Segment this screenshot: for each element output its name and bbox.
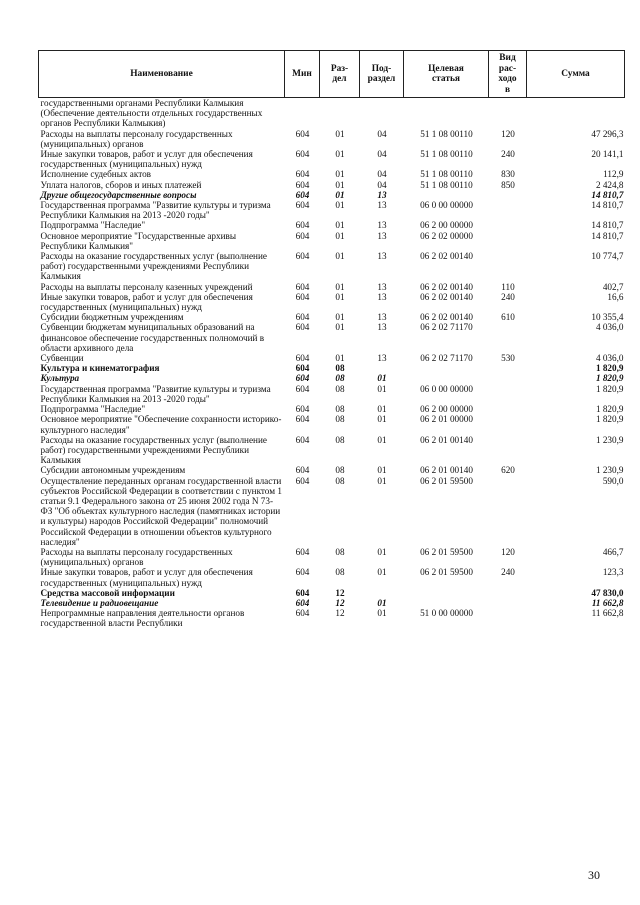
- table-row: [39, 149, 625, 169]
- row-name-cell: Культура и кинематография: [40, 363, 160, 374]
- row-podrazdel-cell: 01: [377, 373, 387, 384]
- row-podrazdel-cell: 01: [377, 404, 387, 415]
- row-razdel-cell: 08: [335, 414, 345, 425]
- row-podrazdel-cell: 01: [377, 567, 387, 578]
- row-celevaya-cell: 06 2 02 00000: [420, 230, 473, 241]
- row-summa-cell: 123,3: [602, 567, 624, 578]
- row-name-cell: Расходы на выплаты персоналу казенных учреждений: [40, 281, 253, 292]
- row-vid-cell: 620: [501, 465, 515, 476]
- row-name-cell: Субвенции бюджетам муниципальных образований на финансовое обеспечение государственных полномочий в области архивного дела: [40, 322, 265, 353]
- row-summa-cell: 11 662,8: [591, 597, 624, 608]
- row-vid-cell: 110: [501, 281, 515, 292]
- row-vid-cell: 830: [501, 169, 515, 180]
- row-summa-cell: 16,6: [607, 291, 624, 302]
- row-summa-cell: [527, 98, 625, 129]
- row-razdel-cell: 12: [335, 587, 345, 598]
- row-razdel-cell: 08: [335, 546, 345, 557]
- table-row: [39, 190, 625, 200]
- row-vid-cell: [489, 200, 527, 220]
- row-celevaya-cell: 51 1 08 00110: [420, 169, 473, 180]
- table-row: [39, 476, 625, 547]
- row-summa-cell: 2 424,8: [595, 179, 624, 190]
- row-name-cell: Осуществление переданных органам государственной власти субъектов Российской Федерации в соответствии с пунктом 1 статьи 9.1 Федерального закона от 25 июня 2002 года N 73-ФЗ "Об объектах культурного наследия (памятниках истории и культуры) народов Российской Федерации" полномочий Российской Федерации в отношении объектов культурного наследия": [40, 475, 282, 547]
- header-celevaya: Целевая статья: [404, 51, 489, 98]
- row-name-cell: Иные закупки товаров, работ и услуг для обеспечения государственных (муниципальных) нужд: [40, 567, 253, 588]
- row-name-cell: Государственная программа "Развитие культуры и туризма Республики Калмыкия на 2013 -2020 годы": [40, 383, 271, 404]
- row-razdel-cell: 01: [335, 230, 345, 241]
- row-podrazdel-cell: 13: [377, 230, 387, 241]
- row-name-cell: Подпрограмма "Наследие": [40, 220, 146, 231]
- row-celevaya-cell: 06 2 00 00000: [420, 404, 473, 415]
- row-name-cell: Культура: [40, 373, 80, 384]
- row-razdel-cell: 01: [335, 189, 345, 200]
- table-row: [39, 353, 625, 363]
- row-min-cell: 604: [295, 404, 310, 415]
- row-razdel-cell: 08: [335, 373, 345, 384]
- row-vid-cell: 240: [501, 291, 515, 302]
- row-razdel-cell: 08: [335, 567, 345, 578]
- row-podrazdel-cell: 01: [377, 414, 387, 425]
- row-podrazdel-cell: 04: [377, 169, 387, 180]
- row-razdel-cell: 01: [335, 312, 345, 323]
- row-summa-cell: 47 830,0: [591, 587, 624, 598]
- row-vid-cell: 530: [501, 353, 515, 364]
- table-row: [39, 598, 625, 608]
- table-header-row: [39, 51, 625, 98]
- row-name-cell: Расходы на выплаты персоналу государственных (муниципальных) органов: [40, 546, 233, 568]
- row-celevaya-cell: 06 2 01 59500: [420, 546, 473, 557]
- row-min-cell: 604: [295, 322, 310, 333]
- row-name-cell: Расходы на оказание государственных услуг (выполнение работ) государственными учреждениями Республики Калмыкия: [40, 434, 267, 466]
- row-vid-cell: 850: [501, 179, 515, 190]
- table-row: [39, 292, 625, 312]
- table-row: [39, 373, 625, 383]
- row-name-cell: Субсидии бюджетным учреждениям: [40, 312, 184, 323]
- row-celevaya-cell: 06 2 00 00000: [420, 220, 473, 231]
- row-celevaya-cell: 06 0 00 00000: [420, 383, 473, 394]
- row-vid-cell: [489, 251, 527, 282]
- row-min-cell: 604: [295, 200, 310, 211]
- table-body: [39, 98, 625, 629]
- table-row: [39, 200, 625, 220]
- row-name-cell: Государственная программа "Развитие культуры и туризма Республики Калмыкия на 2013 -2020 годы": [40, 200, 271, 221]
- row-summa-cell: 1 820,9: [595, 414, 624, 425]
- row-celevaya-cell: 06 2 02 00140: [420, 291, 473, 302]
- row-vid-cell: [489, 598, 527, 608]
- row-summa-cell: 4 036,0: [595, 322, 624, 333]
- table-row: [39, 312, 625, 322]
- row-summa-cell: 402,7: [602, 281, 624, 292]
- row-min-cell: 604: [295, 587, 310, 598]
- table-row: [39, 363, 625, 373]
- row-vid-cell: [489, 608, 527, 628]
- row-summa-cell: 466,7: [602, 546, 624, 557]
- row-summa-cell: 1 230,9: [595, 465, 624, 476]
- row-celevaya-cell: [404, 363, 489, 373]
- row-min-cell: 604: [295, 251, 310, 262]
- row-podrazdel-cell: 01: [377, 434, 387, 445]
- row-min-cell: 604: [295, 353, 310, 364]
- row-celevaya-cell: 06 2 02 00140: [420, 251, 473, 262]
- row-min-cell: 604: [295, 567, 310, 578]
- table-row: [39, 384, 625, 404]
- row-vid-cell: [489, 414, 527, 434]
- table-row: [39, 404, 625, 414]
- row-celevaya-cell: [404, 598, 489, 608]
- row-podrazdel-cell: 01: [377, 475, 387, 486]
- header-summa: Сумма: [527, 51, 625, 98]
- row-name-cell: Иные закупки товаров, работ и услуг для обеспечения государственных (муниципальных) нужд: [40, 149, 253, 170]
- row-vid-cell: [489, 190, 527, 200]
- row-name-cell: Субсидии автономным учреждениям: [40, 465, 186, 476]
- row-vid-cell: 240: [501, 567, 515, 578]
- row-name-cell: Другие общегосударственные вопросы: [40, 189, 197, 200]
- row-summa-cell: 1 230,9: [595, 434, 624, 445]
- row-name-cell: Расходы на оказание государственных услуг (выполнение работ) государственными учреждениями Республики Калмыкия: [40, 251, 267, 282]
- row-vid-cell: [489, 476, 527, 547]
- row-celevaya-cell: [404, 373, 489, 383]
- row-vid-cell: [489, 373, 527, 383]
- row-celevaya-cell: 06 2 01 00140: [420, 434, 473, 445]
- row-vid-cell: 120: [501, 546, 515, 557]
- row-name-cell: Основное мероприятие "Обеспечение сохранности историко-культурного наследия": [40, 414, 282, 435]
- row-razdel-cell: [320, 98, 360, 129]
- row-razdel-cell: 01: [335, 322, 345, 333]
- row-min-cell: 604: [295, 149, 310, 160]
- row-summa-cell: 10 774,7: [591, 251, 624, 262]
- row-podrazdel-cell: 13: [377, 251, 387, 262]
- row-razdel-cell: 01: [335, 220, 345, 231]
- table-row: [39, 414, 625, 434]
- row-summa-cell: 1 820,9: [595, 404, 624, 415]
- row-summa-cell: 14 810,7: [591, 220, 624, 231]
- row-podrazdel-cell: 13: [377, 200, 387, 211]
- row-podrazdel-cell: 13: [377, 353, 387, 364]
- table-row: [39, 435, 625, 466]
- row-min-cell: 604: [295, 220, 310, 231]
- row-name-cell: Субвенции: [40, 353, 84, 364]
- row-min-cell: 604: [295, 475, 310, 486]
- row-vid-cell: [489, 363, 527, 373]
- row-celevaya-cell: 06 2 02 71170: [420, 322, 473, 333]
- row-razdel-cell: 12: [335, 597, 345, 608]
- header-name: Наименование: [39, 51, 285, 98]
- row-celevaya-cell: 06 2 02 71170: [420, 353, 473, 364]
- header-min: Мин: [285, 51, 320, 98]
- row-vid-cell: [489, 384, 527, 404]
- row-min-cell: 604: [295, 608, 310, 619]
- row-razdel-cell: 01: [335, 169, 345, 180]
- row-celevaya-cell: 51 1 08 00110: [420, 179, 473, 190]
- row-podrazdel-cell: 13: [377, 322, 387, 333]
- row-min-cell: 604: [295, 546, 310, 557]
- table-row: [39, 231, 625, 251]
- table-row: [39, 282, 625, 292]
- row-vid-cell: [489, 98, 527, 129]
- row-podrazdel-cell: 13: [377, 281, 387, 292]
- row-min-cell: 604: [295, 291, 310, 302]
- row-celevaya-cell: 06 2 02 00140: [420, 281, 473, 292]
- row-razdel-cell: 08: [335, 475, 345, 486]
- row-summa-cell: 1 820,9: [595, 363, 624, 374]
- row-podrazdel-cell: 04: [377, 128, 387, 139]
- row-vid-cell: 240: [501, 149, 515, 160]
- row-summa-cell: 11 662,8: [591, 608, 624, 619]
- row-vid-cell: [489, 220, 527, 230]
- row-summa-cell: 14 810,7: [591, 230, 624, 241]
- row-summa-cell: 47 296,3: [591, 128, 624, 139]
- row-name-cell: Непрограммные направления деятельности органов государственной власти Республики: [40, 608, 245, 629]
- row-celevaya-cell: [404, 190, 489, 200]
- row-razdel-cell: 01: [335, 251, 345, 262]
- row-celevaya-cell: [404, 98, 489, 129]
- row-min-cell: 604: [295, 383, 310, 394]
- row-summa-cell: 112,9: [603, 169, 624, 180]
- table-row: [39, 608, 625, 628]
- row-min-cell: 604: [295, 128, 310, 139]
- row-podrazdel-cell: 01: [377, 546, 387, 557]
- row-celevaya-cell: [404, 588, 489, 598]
- row-name-cell: Иные закупки товаров, работ и услуг для обеспечения государственных (муниципальных) нужд: [40, 291, 253, 313]
- row-name-cell: Подпрограмма "Наследие": [40, 404, 146, 415]
- row-vid-cell: [489, 231, 527, 251]
- row-podrazdel-cell: 01: [377, 608, 387, 619]
- row-vid-cell: 610: [501, 312, 515, 323]
- row-vid-cell: 120: [501, 128, 515, 139]
- table-row: [39, 220, 625, 230]
- row-min-cell: 604: [295, 373, 310, 384]
- header-podrazdel: Под- раздел: [360, 51, 404, 98]
- row-summa-cell: 14 810,7: [591, 200, 624, 211]
- row-podrazdel-cell: 04: [377, 149, 387, 160]
- row-razdel-cell: 08: [335, 465, 345, 476]
- row-celevaya-cell: 06 2 01 59500: [420, 567, 473, 578]
- table-row: [39, 180, 625, 190]
- row-podrazdel-cell: 13: [377, 312, 387, 323]
- table-row: [39, 322, 625, 353]
- row-name-cell: государственными органами Республики Калмыкия (Обеспечение деятельности отдельных государственных органов Республики Калмыкия): [40, 98, 263, 129]
- row-podrazdel-cell: 04: [377, 179, 387, 190]
- row-celevaya-cell: 06 2 01 00140: [420, 465, 473, 476]
- row-name-cell: Исполнение судебных актов: [40, 169, 152, 180]
- row-min-cell: 604: [295, 414, 310, 425]
- row-razdel-cell: 08: [335, 434, 345, 445]
- table-row: [39, 98, 625, 129]
- page-number: 30: [588, 868, 600, 882]
- row-min-cell: 604: [295, 179, 310, 190]
- row-vid-cell: [489, 435, 527, 466]
- row-min-cell: [285, 98, 320, 129]
- row-name-cell: Основное мероприятие "Государственные архивы Республики Калмыкия": [40, 230, 237, 251]
- row-min-cell: 604: [295, 169, 310, 180]
- row-summa-cell: 20 141,1: [591, 149, 624, 160]
- row-vid-cell: [489, 322, 527, 353]
- row-razdel-cell: 08: [335, 383, 345, 394]
- row-min-cell: 604: [295, 312, 310, 323]
- table-row: [39, 465, 625, 475]
- row-vid-cell: [489, 404, 527, 414]
- row-podrazdel-cell: 13: [377, 291, 387, 302]
- table-row: [39, 251, 625, 282]
- row-name-cell: Средства массовой информации: [40, 587, 175, 598]
- row-summa-cell: 1 820,9: [595, 373, 624, 384]
- row-razdel-cell: 08: [335, 404, 345, 415]
- table-row: [39, 567, 625, 587]
- row-name-cell: Телевидение и радиовещание: [40, 597, 159, 608]
- row-razdel-cell: 01: [335, 281, 345, 292]
- budget-table: [38, 50, 625, 629]
- row-razdel-cell: 01: [335, 200, 345, 211]
- row-razdel-cell: 01: [335, 291, 345, 302]
- row-name-cell: Уплата налогов, сборов и иных платежей: [40, 179, 202, 190]
- row-celevaya-cell: 51 1 08 00110: [420, 149, 473, 160]
- row-celevaya-cell: 06 2 01 59500: [420, 475, 473, 486]
- row-summa-cell: 1 820,9: [595, 383, 624, 394]
- row-min-cell: 604: [295, 597, 310, 608]
- row-celevaya-cell: 06 2 02 00140: [420, 312, 473, 323]
- row-summa-cell: 4 036,0: [595, 353, 624, 364]
- row-razdel-cell: 12: [335, 608, 345, 619]
- row-min-cell: 604: [295, 465, 310, 476]
- row-celevaya-cell: 06 2 01 00000: [420, 414, 473, 425]
- table-row: [39, 547, 625, 567]
- table-row: [39, 169, 625, 179]
- row-podrazdel-cell: 13: [377, 220, 387, 231]
- row-celevaya-cell: 51 1 08 00110: [420, 128, 473, 139]
- row-razdel-cell: 01: [335, 179, 345, 190]
- row-summa-cell: 590,0: [602, 475, 624, 486]
- row-min-cell: 604: [295, 363, 310, 374]
- row-min-cell: 604: [295, 230, 310, 241]
- row-podrazdel-cell: 01: [377, 383, 387, 394]
- row-razdel-cell: 08: [335, 363, 345, 374]
- header-vid: Вид рас- ходо в: [489, 51, 527, 98]
- row-podrazdel-cell: [360, 98, 404, 129]
- row-podrazdel-cell: [360, 363, 404, 373]
- row-summa-cell: 10 355,4: [591, 312, 624, 323]
- row-min-cell: 604: [295, 281, 310, 292]
- row-podrazdel-cell: [360, 588, 404, 598]
- row-razdel-cell: 01: [335, 128, 345, 139]
- row-podrazdel-cell: 01: [377, 597, 387, 608]
- row-name-cell: Расходы на выплаты персоналу государственных (муниципальных) органов: [40, 128, 233, 149]
- table-row: [39, 129, 625, 149]
- row-celevaya-cell: 06 0 00 00000: [420, 200, 473, 211]
- row-razdel-cell: 01: [335, 353, 345, 364]
- row-celevaya-cell: 51 0 00 00000: [420, 608, 473, 619]
- row-min-cell: 604: [295, 189, 310, 200]
- row-min-cell: 604: [295, 434, 310, 445]
- row-podrazdel-cell: 01: [377, 465, 387, 476]
- row-summa-cell: 14 810,7: [591, 189, 624, 200]
- row-razdel-cell: 01: [335, 149, 345, 160]
- table-row: [39, 588, 625, 598]
- row-vid-cell: [489, 588, 527, 598]
- header-razdel: Раз- дел: [320, 51, 360, 98]
- row-podrazdel-cell: 13: [377, 189, 387, 200]
